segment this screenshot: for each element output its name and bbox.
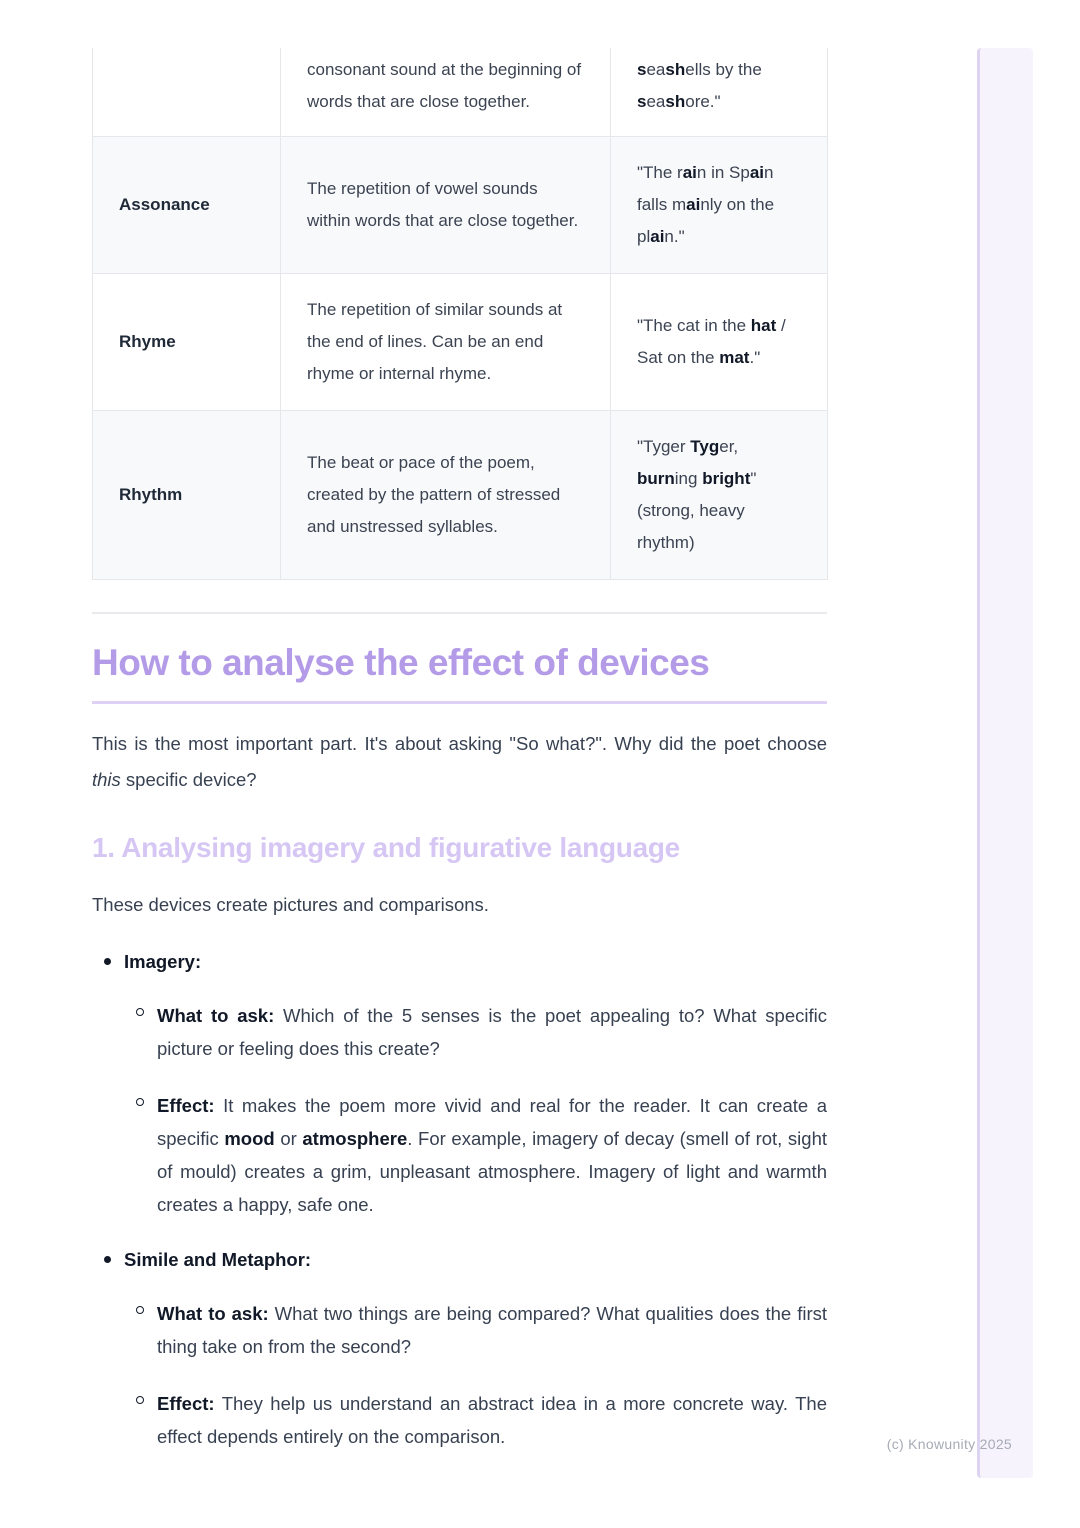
list-subitem-text: Effect: It makes the poem more vivid and real for the reader. It can create a specific mood or atmosphere. For example, imagery of decay (smell of rot, sight of mould) creates a grim, unpleasant atmosphere. Imagery of light and warmth creates a happy, safe one. <box>157 1095 828 1215</box>
definition-cell: The repetition of vowel sounds within words that are close together. <box>281 137 611 274</box>
list-subitem-text: What to ask: What two things are being compared? What qualities does the first thing take on from the second? <box>157 1303 827 1357</box>
definition-cell: consonant sound at the beginning of words that are close together. <box>281 48 611 137</box>
bullet-icon <box>104 958 111 965</box>
subsection-heading: 1. Analysing imagery and figurative language <box>92 832 680 863</box>
list-subitem-text: Effect: They help us understand an abstract idea in a more concrete way. The effect depends entirely on the comparison. <box>157 1393 827 1447</box>
example-cell: "Tyger Tyger, burning bright" (strong, heavy rhythm) <box>611 411 828 580</box>
list-item-label: Imagery: <box>124 951 202 972</box>
list-item-imagery <box>104 949 827 975</box>
list-subitem-text: What to ask: Which of the 5 senses is the poet appealing to? What specific picture or feeling does this create? <box>157 1005 827 1059</box>
circle-bullet-icon <box>136 1008 144 1016</box>
example-cell: seashells by the seashore." <box>611 48 828 137</box>
list-item-label: Simile and Metaphor: <box>124 1249 312 1270</box>
poetic-devices-table <box>92 48 828 580</box>
bullet-icon <box>104 1256 111 1263</box>
circle-bullet-icon <box>136 1098 144 1106</box>
term-cell: Rhyme <box>93 274 281 411</box>
table-row-rhyme <box>93 274 828 411</box>
table-row <box>93 48 828 137</box>
list-subitem <box>136 1297 827 1363</box>
section-intro-paragraph: This is the most important part. It's about asking "So what?". Why did the poet choose this specific device? <box>92 733 827 790</box>
section-divider <box>92 612 827 614</box>
term-cell: Rhythm <box>93 411 281 580</box>
document-page <box>92 48 827 1453</box>
section-heading: How to analyse the effect of devices <box>92 640 827 704</box>
term-cell: Assonance <box>93 137 281 274</box>
term-cell <box>93 48 281 137</box>
copyright-watermark: (c) Knowunity 2025 <box>886 1436 1012 1452</box>
circle-bullet-icon <box>136 1396 144 1404</box>
scrollbar-track[interactable] <box>977 48 1033 1478</box>
subsection-intro-paragraph: These devices create pictures and comparisons. <box>92 894 489 915</box>
list-item-simile-metaphor <box>104 1247 827 1273</box>
example-cell: "The cat in the hat / Sat on the mat." <box>611 274 828 411</box>
list-subitem <box>136 1089 827 1221</box>
definition-cell: The beat or pace of the poem, created by the pattern of stressed and unstressed syllables. <box>281 411 611 580</box>
table-row-assonance <box>93 137 828 274</box>
circle-bullet-icon <box>136 1306 144 1314</box>
list-subitem <box>136 999 827 1065</box>
table-row-rhythm <box>93 411 828 580</box>
example-cell: "The rain in Spain falls mainly on the plain." <box>611 137 828 274</box>
definition-cell: The repetition of similar sounds at the end of lines. Can be an end rhyme or internal rhyme. <box>281 274 611 411</box>
